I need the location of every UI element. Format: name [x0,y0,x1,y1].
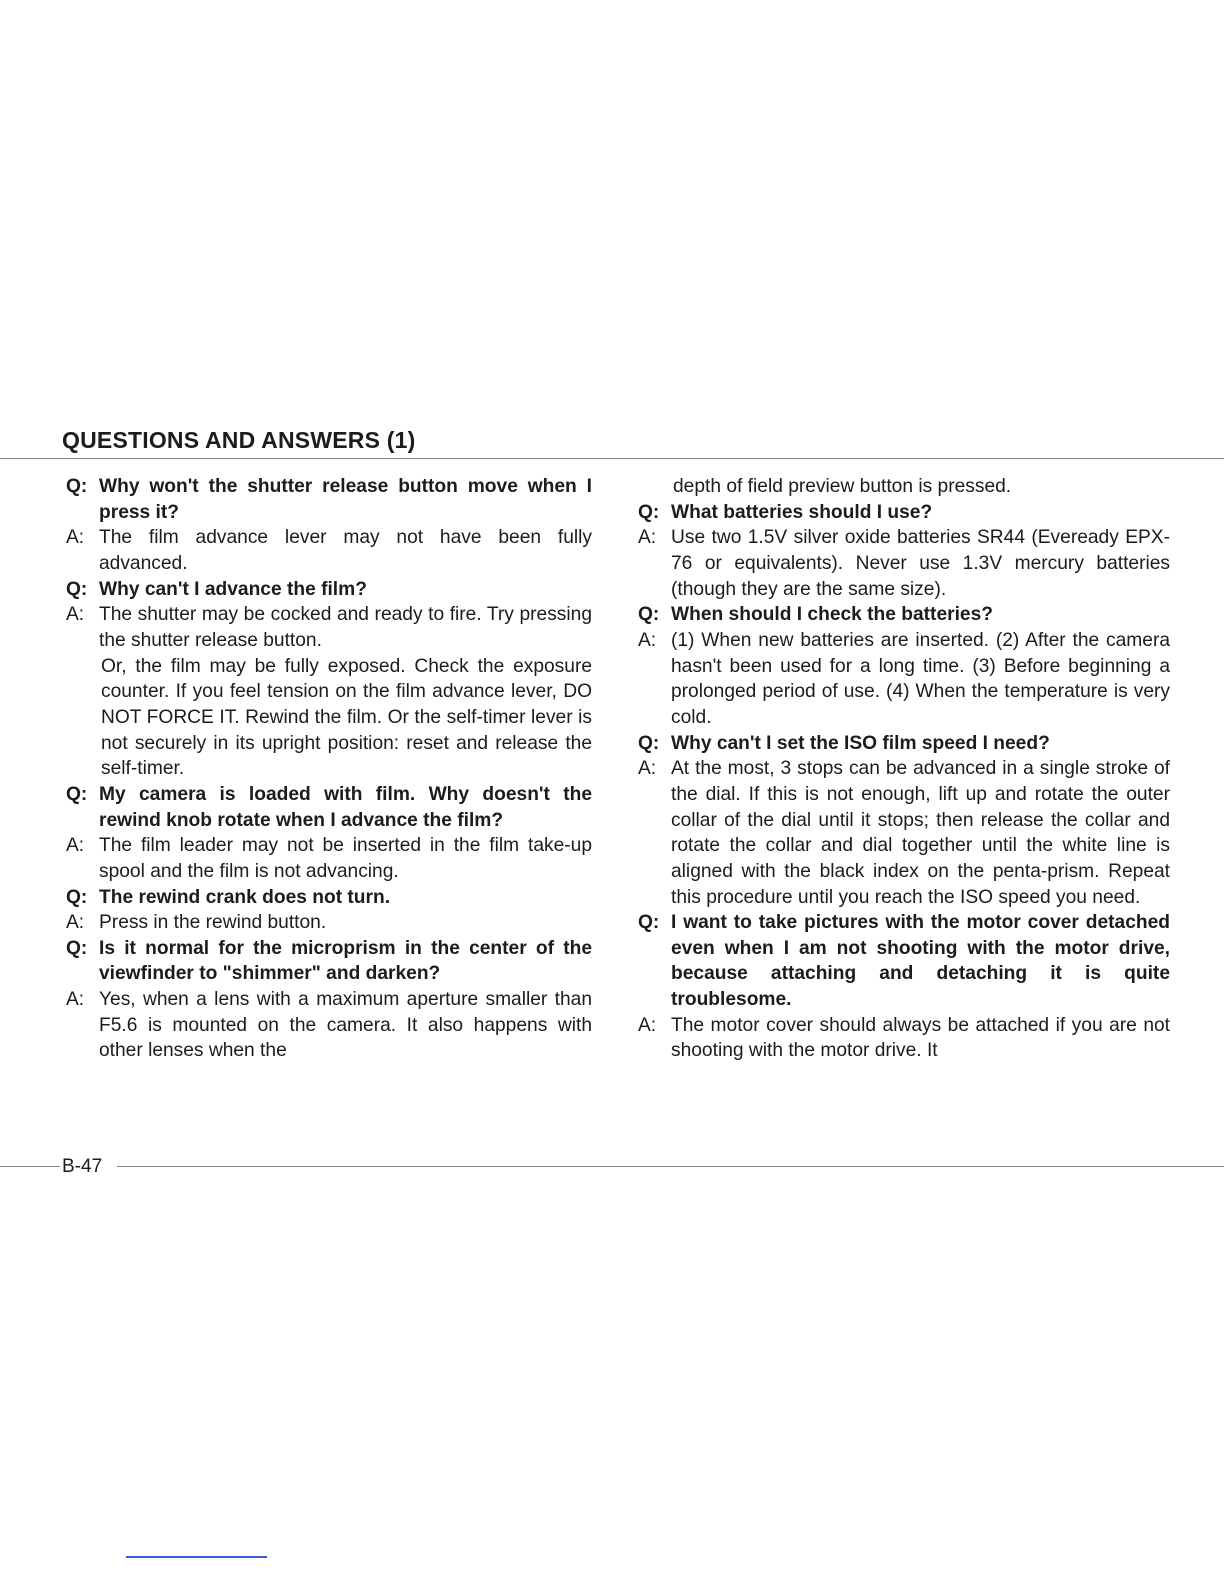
question-text: Why won't the shutter release button move when I press it? [99,476,592,523]
answer-marker: A: [66,604,85,626]
answer-marker: A: [66,527,85,549]
answer-text: Yes, when a lens with a maximum aperture smaller than F5.6 is mounted on the camera. It also happens with other lenses when the [99,989,592,1062]
answer-continuation: depth of field preview button is pressed. [673,476,1012,497]
question-marker: Q: [638,912,660,934]
answer-continuation: Or, the film may be fully exposed. Check the exposure counter. If you feel tension on the film advance lever, DO NOT FORCE IT. Rewind the film. Or the self-timer lever is not securely in its upright position: reset and release the self-timer. [101,655,592,780]
question-text: Why can't I advance the film? [99,578,367,600]
question-marker: Q: [638,732,660,754]
question [638,500,1170,526]
answer-text: Use two 1.5V silver oxide batteries SR44 (Eveready EPX-76 or equivalents). Never use 1.3V mercury batteries (though they are the same size). [671,527,1170,600]
question-marker: Q: [66,578,88,600]
question-marker: Q: [66,937,88,959]
question-text: My camera is loaded with film. Why doesn't the rewind knob rotate when I advance the film? [99,783,592,831]
answer-marker: A: [66,835,85,857]
question-marker: Q: [66,783,88,805]
page-title: QUESTIONS AND ANSWERS (1) [62,427,416,453]
question-text: The rewind crank does not turn. [99,886,391,908]
answer [638,628,1170,731]
question [638,602,1170,628]
answer-text: Press in the rewind button. [99,912,327,934]
question [66,577,592,603]
top-divider [0,458,1224,459]
answer-marker: A: [638,758,657,780]
question-marker: Q: [638,604,660,626]
question-text: What batteries should I use? [671,501,933,523]
answer [66,525,592,576]
answer-text: (1) When new batteries are inserted. (2) After the camera hasn't been used for a long time. (3) Before beginning a prolonged period of use. (4) When the temperature is very cold. [671,629,1170,728]
question [66,885,592,911]
answer-marker: A: [66,989,85,1011]
right-column [638,474,1170,1064]
answer-marker: A: [638,629,657,651]
question [66,474,592,525]
question [66,782,592,833]
question [66,936,592,987]
bottom-divider-right [117,1166,1224,1167]
question-text: Is it normal for the microprism in the center of the viewfinder to "shimmer" and darken? [99,937,592,985]
answer-text: At the most, 3 stops can be advanced in a single stroke of the dial. If this is not enough, lift up and rotate the outer collar of the dial until it stops; then release the collar and rotate the collar and dial together until the white line is aligned with the black index on the penta-prism. Repeat this procedure until you reach the ISO speed you need. [671,758,1170,908]
question-text: When should I check the batteries? [671,604,993,626]
question [638,731,1170,757]
answer-marker: A: [638,1014,657,1036]
answer [66,833,592,884]
answer-marker: A: [66,912,85,934]
answer-text: The motor cover should always be attached if you are not shooting with the motor drive. It [671,1014,1170,1062]
question-marker: Q: [638,501,660,523]
footer-mark [126,1556,267,1558]
answer-text: The film leader may not be inserted in the film take-up spool and the film is not advancing. [99,835,592,882]
answer [638,525,1170,602]
question-text: Why can't I set the ISO film speed I need? [671,732,1050,754]
left-column [66,474,592,1064]
question-text: I want to take pictures with the motor cover detached even when I am not shooting with the motor drive, because attaching and detaching it is quite troublesome. [671,912,1170,1011]
answer-marker: A: [638,527,657,549]
answer-text: The shutter may be cocked and ready to fire. Try pressing the shutter release button. [99,604,592,651]
question [638,910,1170,1013]
answer [66,910,592,936]
answer [638,756,1170,910]
page-number: B-47 [62,1156,103,1177]
question-marker: Q: [66,886,88,908]
answer [66,602,592,653]
question-marker: Q: [66,476,88,497]
answer-text: The film advance lever may not have been fully advanced. [99,527,592,574]
answer [66,987,592,1064]
bottom-divider-left [0,1166,60,1167]
answer [638,1013,1170,1064]
